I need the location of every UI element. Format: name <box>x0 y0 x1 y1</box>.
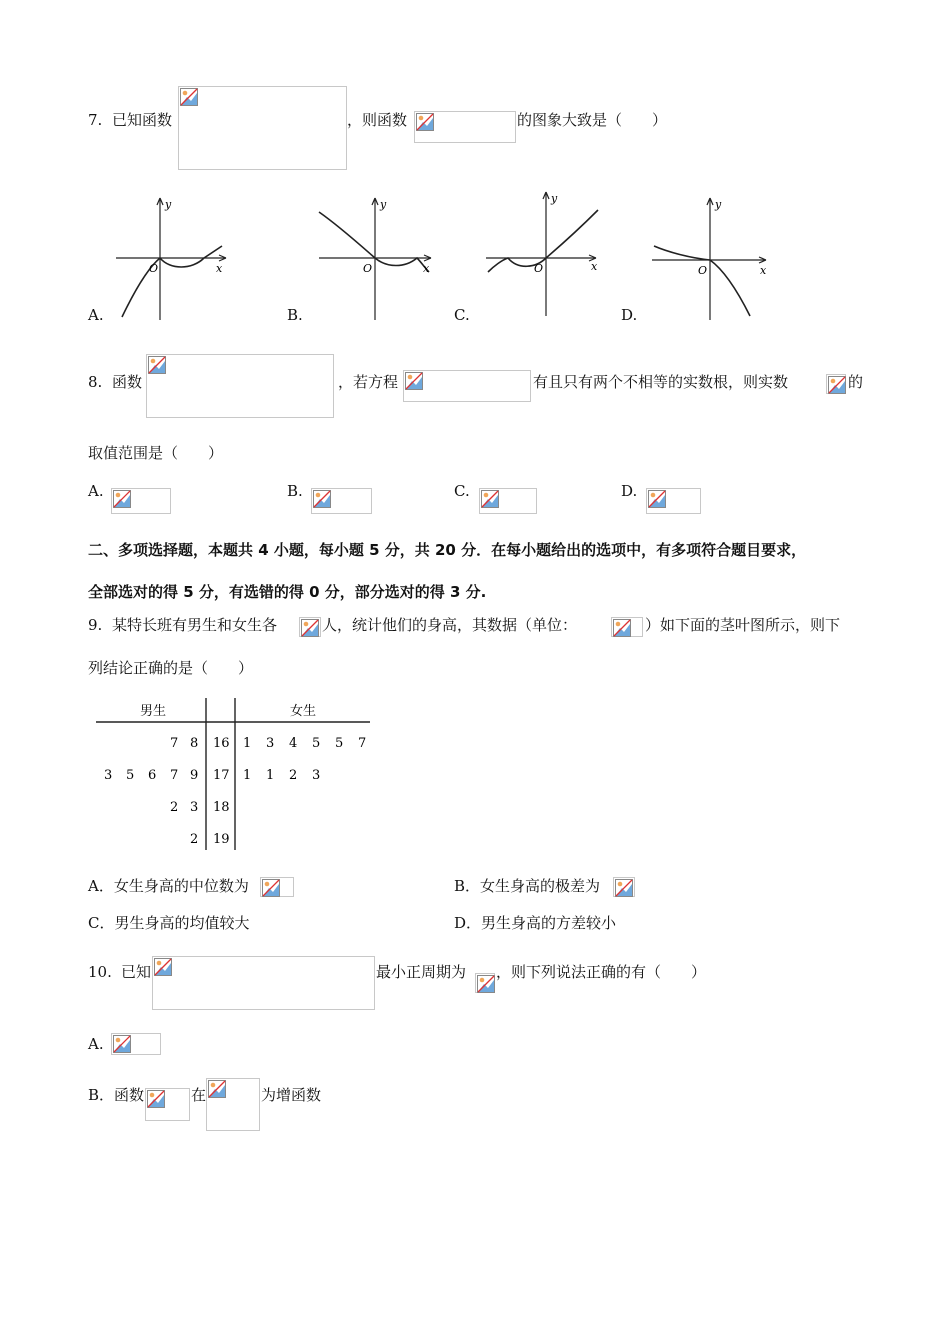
leaf-right: 1 <box>243 768 252 783</box>
broken-image-icon <box>615 879 633 897</box>
q8-option-c-image <box>479 488 537 514</box>
q10-text-3: ，则下列说法正确的有（ ） <box>496 963 707 981</box>
q8-option-d: D. <box>621 482 638 500</box>
q8-option-c: C. <box>454 482 470 500</box>
q9-option-c: C．男生身高的均值较大 <box>88 914 250 932</box>
q7c-y-label: y <box>551 192 558 205</box>
broken-image-icon <box>113 1035 131 1053</box>
q7-text-2: ，则函数 <box>347 111 408 129</box>
q7b-x-label: x <box>423 262 430 275</box>
leaf-right: 3 <box>266 736 275 751</box>
leaf-right: 5 <box>312 736 321 751</box>
q10-option-b-text-3: 为增函数 <box>261 1086 322 1104</box>
broken-image-icon <box>147 1090 165 1108</box>
q8-text-5: 取值范围是（ ） <box>88 444 224 462</box>
q8-text-3: 有且只有两个不相等的实数根，则实数 <box>533 373 789 391</box>
q8-formula-image-2 <box>403 370 531 402</box>
leaf-left: 7 <box>170 768 179 783</box>
leaf-right: 2 <box>289 768 298 783</box>
broken-image-icon <box>648 490 666 508</box>
q7-formula-image-1 <box>178 86 347 170</box>
broken-image-icon <box>262 879 280 897</box>
leaf-left: 6 <box>148 768 157 783</box>
leaf-left: 7 <box>170 736 179 751</box>
q9-option-a-image <box>260 877 294 897</box>
q7-graph-a <box>108 192 233 322</box>
stem-value: 17 <box>213 768 230 783</box>
q9-formula-image-2 <box>611 617 643 637</box>
q7a-origin-label: O <box>149 262 159 275</box>
leaf-left: 8 <box>190 736 199 751</box>
q10-option-b-text-2: 在 <box>191 1086 207 1104</box>
stem-leaf-right-header: 女生 <box>290 704 317 719</box>
q10-option-b-text-1: B．函数 <box>88 1086 145 1104</box>
leaf-right: 3 <box>312 768 321 783</box>
broken-image-icon <box>477 975 495 993</box>
q8-text-2: ，若方程 <box>338 373 399 391</box>
q9-text-1: 某特长班有男生和女生各 <box>112 616 278 634</box>
q7-formula-image-2 <box>414 111 516 143</box>
stem-leaf-left-header: 男生 <box>140 704 167 719</box>
q7-graph-d <box>650 192 775 322</box>
q8-number: 8. <box>88 373 103 391</box>
q7-graph-c <box>484 186 609 320</box>
q7c-origin-label: O <box>534 262 544 275</box>
q8-option-b: B. <box>287 482 303 500</box>
q8-formula-image-1 <box>146 354 334 418</box>
q7d-x-label: x <box>760 264 767 277</box>
broken-image-icon <box>208 1080 226 1098</box>
q8-option-d-image <box>646 488 701 514</box>
q7-graph-b <box>315 192 440 322</box>
q9-option-b-image <box>613 877 635 897</box>
leaf-left: 3 <box>104 768 113 783</box>
leaf-right: 5 <box>335 736 344 751</box>
q10-formula-image-1 <box>152 956 375 1010</box>
q10-text-2: 最小正周期为 <box>376 963 467 981</box>
q7-option-c: C. <box>454 306 470 324</box>
q9-text-4: 列结论正确的是（ ） <box>88 659 254 677</box>
leaf-left: 3 <box>190 800 199 815</box>
broken-image-icon <box>148 356 166 374</box>
leaf-left: 5 <box>126 768 135 783</box>
q9-formula-image-1 <box>299 617 321 637</box>
leaf-left: 2 <box>190 832 199 847</box>
q7-option-d: D. <box>621 306 638 324</box>
q7-number: 7. <box>88 111 103 129</box>
q9-stem-leaf-plot <box>92 694 376 854</box>
q7d-origin-label: O <box>698 264 708 277</box>
q9-text-3: ）如下面的茎叶图所示，则下 <box>645 616 841 634</box>
stem-value: 19 <box>213 832 230 847</box>
q10-option-b-image-1 <box>145 1088 190 1121</box>
q8-option-a: A. <box>88 482 104 500</box>
q7a-y-label: y <box>165 198 172 211</box>
section-2-heading-line-1: 二、多项选择题，本题共 4 小题，每小题 5 分，共 20 分．在每小题给出的选项中，有多项符合题目要求， <box>88 541 807 559</box>
q10-option-a: A. <box>88 1035 104 1053</box>
leaf-left: 9 <box>190 768 199 783</box>
q8-text-1: 函数 <box>112 373 143 391</box>
broken-image-icon <box>405 372 423 390</box>
leaf-right: 1 <box>243 736 252 751</box>
q7b-y-label: y <box>380 198 387 211</box>
q10-number: 10. <box>88 963 112 981</box>
q10-text-1: 已知 <box>121 963 152 981</box>
broken-image-icon <box>301 619 319 637</box>
broken-image-icon <box>154 958 172 976</box>
broken-image-icon <box>481 490 499 508</box>
q9-option-a: A．女生身高的中位数为 <box>88 877 249 895</box>
q7c-x-label: x <box>591 260 598 273</box>
broken-image-icon <box>113 490 131 508</box>
q7b-origin-label: O <box>363 262 373 275</box>
q10-option-b-image-2 <box>206 1078 260 1131</box>
leaf-right: 4 <box>289 736 298 751</box>
section-2-heading-line-2: 全部选对的得 5 分，有选错的得 0 分，部分选对的得 3 分. <box>88 583 487 601</box>
q7a-x-label: x <box>216 262 223 275</box>
broken-image-icon <box>416 113 434 131</box>
q7-text-1: 已知函数 <box>112 111 173 129</box>
q8-option-b-image <box>311 488 372 514</box>
leaf-right: 1 <box>266 768 275 783</box>
broken-image-icon <box>313 490 331 508</box>
q7-option-b: B. <box>287 306 303 324</box>
q8-option-a-image <box>111 488 171 514</box>
q9-option-d: D．男生身高的方差较小 <box>454 914 617 932</box>
q10-formula-image-2 <box>475 973 495 993</box>
q7d-y-label: y <box>715 198 722 211</box>
leaf-left: 2 <box>170 800 179 815</box>
q8-text-4: 的 <box>848 373 864 391</box>
q9-number: 9. <box>88 616 103 634</box>
leaf-right: 7 <box>358 736 367 751</box>
broken-image-icon <box>613 619 631 637</box>
q7-text-3: 的图象大致是（ ） <box>517 111 668 129</box>
stem-value: 18 <box>213 800 230 815</box>
q10-option-a-image <box>111 1033 161 1055</box>
broken-image-icon <box>180 88 198 106</box>
q9-text-2: 人，统计他们的身高，其数据（单位： <box>322 616 578 634</box>
broken-image-icon <box>828 376 846 394</box>
q9-option-b: B．女生身高的极差为 <box>454 877 601 895</box>
q7-option-a: A. <box>88 306 104 324</box>
stem-value: 16 <box>213 736 230 751</box>
q8-formula-image-3 <box>826 374 846 394</box>
